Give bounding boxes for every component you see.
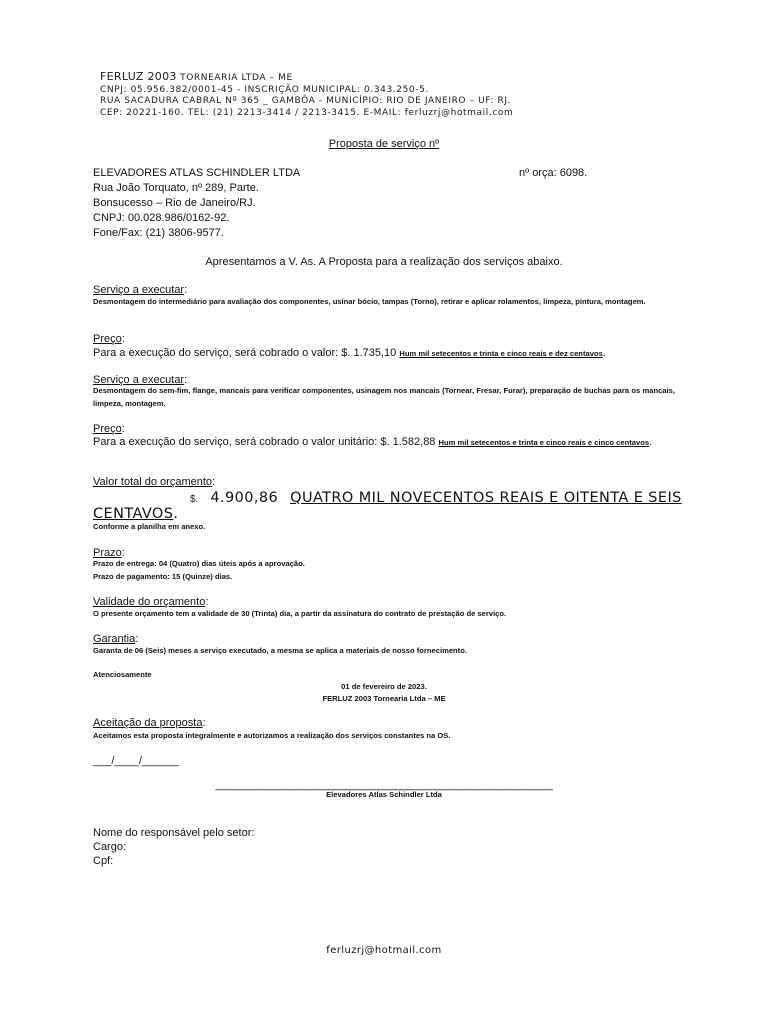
total-currency: $. [190,494,199,505]
intro-text: Apresentamos a V. As. A Proposta para a realização dos serviços abaixo. [205,256,563,268]
acceptance-date-blank: ___/____/______ [93,755,179,767]
prazo-heading: Prazo: [93,547,125,559]
acceptance-text: Aceitamos esta proposta integralmente e autorizamos a realização dos serviços constantes na OS. [93,731,451,740]
quote-number: nº orça: 6098. [519,167,588,179]
service-1-price: Para a execução do serviço, será cobrado o valor: $. 1.735,10 Hum mil setecentos e trinta e cinco reais e dez centavos. [93,347,606,359]
client-city: Bonsucesso – Rio de Janeiro/RJ. [93,197,256,209]
responsible-role-label: Cargo: [93,841,127,853]
responsible-name-label: Nome do responsável pelo setor: [93,827,255,839]
validade-heading: Validade do orçamento: [93,596,209,608]
acceptance-heading: Aceitação da proposta: [93,717,206,729]
service-1-price-words: Hum mil setecentos e trinta e cinco reais e dez centavos [399,349,603,358]
service-2-price-words: Hum mil setecentos e trinta e cinco reais e cinco centavos [438,438,650,447]
signature-line: ____________________________________________________________ [215,779,553,791]
client-phone: Fone/Fax: (21) 3806-9577. [93,227,224,239]
company-address: RUA SACADURA CABRAL Nº 365 _ GAMBÔA - MUNICÍPIO: RIO DE JANEIRO – UF: RJ. [100,96,512,106]
company-cnpj: CNPJ: 05.956.382/0001-45 - INSCRIÇÃO MUNICIPAL: 0.343.250-5. [100,84,429,95]
prazo-delivery: Prazo de entrega: 04 (Quatro) dias úteis após a aprovação. [93,559,305,568]
total-value-line [190,490,682,506]
closing-signer: FERLUZ 2003 Tornearia Ltda – ME [322,694,446,703]
total-words-line1: QUATRO MIL NOVECENTOS REAIS E OITENTA E SEIS [290,490,682,506]
company-header [100,71,513,119]
service-1-description: Desmontagem do intermediário para avaliação dos componentes, usinar bócio, tampas (Torno), retirar e aplicar rolamentos, limpeza, pintura, montagem. [93,297,646,306]
closing-greeting: Atenciosamente [93,670,152,679]
document-title: Proposta de serviço nº [328,138,440,150]
client-address: Rua João Torquato, nº 289, Parte. [93,182,259,194]
client-cnpj: CNPJ: 00.028.986/0162-92. [93,212,230,224]
client-block [93,166,300,241]
signature-name: Elevadores Atlas Schindler Ltda [326,790,442,799]
service-1-price-heading: Preço: [93,333,125,345]
service-2-description: Desmontagem do sem-fim, flange, mancais para verificar componentes, usinagem nos mancais (Tornear, Fresar, Furar), preparação de buchas para os mancais, limpeza, montagem. [93,386,675,408]
company-type: TORNEARIA LTDA – ME [176,73,293,83]
total-value: 4.900,86 [210,490,279,506]
validade-text: O presente orçamento tem a validade de 30 (Trinta) dia, a partir da assinatura do contrato de prestação de serviço. [93,609,507,618]
service-2-price: Para a execução do serviço, será cobrado o valor unitário: $. 1.582,88 Hum mil setecentos e trinta e cinco reais e cinco centavos. [93,436,653,448]
total-heading: Valor total do orçamento: [93,476,216,488]
company-contact: CEP: 20221-160. TEL: (21) 2213-3414 / 2213-3415. E-MAIL: ferluzrj@hotmail.com [100,107,514,118]
service-1-heading: Serviço a executar: [93,284,188,296]
total-words-line2: CENTAVOS. [93,506,179,522]
company-name: FERLUZ 2003 [100,70,177,83]
prazo-payment: Prazo de pagamento: 15 (Quinze) dias. [93,572,233,581]
footer-email: ferluzrj@hotmail.com [326,945,442,956]
responsible-cpf-label: Cpf: [93,855,114,867]
garantia-heading: Garantia: [93,633,139,645]
service-2-price-heading: Preço: [93,423,125,435]
closing-date: 01 de fevereiro de 2023. [341,682,427,691]
total-note: Conforme a planilha em anexo. [93,522,206,531]
service-2-heading: Serviço a executar: [93,374,188,386]
garantia-text: Garanta de 06 (Seis) meses a serviço executado, a mesma se aplica a materiais de nosso fornecimento. [93,646,467,655]
responsible-block [93,826,254,868]
client-name: ELEVADORES ATLAS SCHINDLER LTDA [93,167,301,179]
